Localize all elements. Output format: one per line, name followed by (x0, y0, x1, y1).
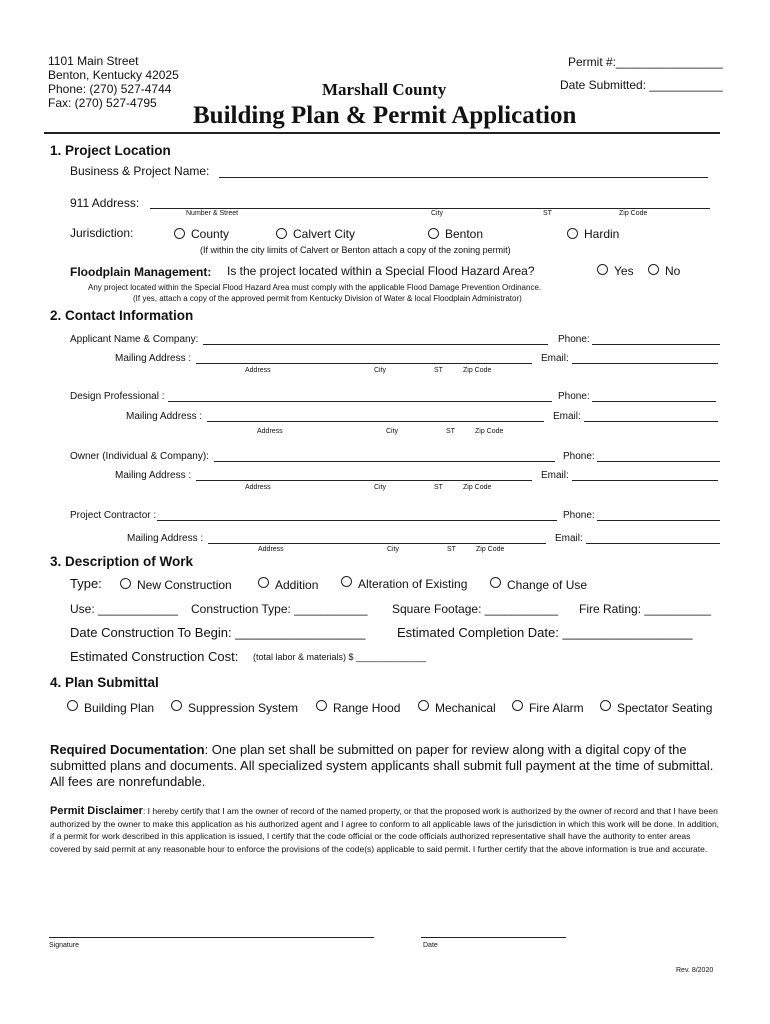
plan-mechanical-radio[interactable] (418, 700, 429, 711)
type-new-construction-label: New Construction (137, 578, 232, 592)
signature-label: Signature (49, 942, 79, 949)
address-sublabel-street: Number & Street (186, 210, 239, 217)
owner-label: Owner (Individual & Company): (70, 451, 209, 462)
designer-sub-address: Address (257, 428, 283, 435)
applicant-field[interactable] (203, 344, 548, 345)
use-field[interactable]: Use: ____________ (70, 602, 179, 616)
applicant-mailing-label: Mailing Address : (115, 353, 192, 364)
contractor-mailing-field[interactable] (208, 543, 546, 544)
contractor-phone-field[interactable] (597, 520, 720, 521)
owner-phone-field[interactable] (597, 461, 720, 462)
signature-field[interactable] (49, 937, 374, 938)
jurisdiction-hardin-label: Hardin (584, 227, 620, 241)
county-name: Marshall County (322, 80, 447, 99)
designer-phone-label: Phone: (558, 391, 590, 402)
type-alteration-radio[interactable] (341, 576, 352, 587)
completion-date-field[interactable]: Estimated Completion Date: __________________ (397, 625, 693, 640)
permit-number-field[interactable]: Permit #:________________ (568, 55, 723, 69)
designer-mailing-label: Mailing Address : (126, 411, 203, 422)
owner-sub-address: Address (245, 484, 271, 491)
type-addition-label: Addition (275, 578, 319, 592)
address-line-3: Phone: (270) 527-4744 (48, 82, 172, 96)
designer-mailing-field[interactable] (207, 421, 544, 422)
applicant-sub-address: Address (245, 367, 271, 374)
plan-building-radio[interactable] (67, 700, 78, 711)
contractor-phone-label: Phone: (563, 510, 595, 521)
address-field[interactable] (150, 208, 710, 209)
address-line-2: Benton, Kentucky 42025 (48, 68, 179, 82)
plan-suppression-radio[interactable] (171, 700, 182, 711)
applicant-phone-field[interactable] (592, 344, 720, 345)
address-line-1: 1101 Main Street (48, 54, 139, 68)
designer-label: Design Professional : (70, 391, 165, 402)
construction-type-field[interactable]: Construction Type: ___________ (191, 602, 368, 616)
owner-sub-city: City (374, 484, 387, 491)
contractor-email-label: Email: (555, 533, 583, 544)
jurisdiction-county-label: County (191, 227, 230, 241)
plan-building-label: Building Plan (84, 701, 155, 715)
contractor-sub-st: ST (447, 546, 456, 553)
contractor-field[interactable] (157, 520, 557, 521)
applicant-email-field[interactable] (572, 363, 718, 364)
designer-email-label: Email: (553, 411, 581, 422)
designer-phone-field[interactable] (592, 401, 716, 402)
date-submitted-field[interactable]: Date Submitted: ___________ (560, 78, 723, 92)
section-3-heading: 3. Description of Work (50, 554, 194, 569)
applicant-label: Applicant Name & Company: (70, 334, 199, 345)
header-rule (44, 132, 720, 134)
owner-sub-st: ST (434, 484, 443, 491)
owner-mailing-label: Mailing Address : (115, 470, 192, 481)
section-1-heading: 1. Project Location (50, 143, 171, 158)
plan-suppression-label: Suppression System (188, 701, 299, 715)
designer-sub-zip: Zip Code (475, 428, 504, 435)
floodplain-yes-radio[interactable] (597, 264, 608, 275)
applicant-email-label: Email: (541, 353, 569, 364)
jurisdiction-calvert-radio[interactable] (276, 228, 287, 239)
owner-phone-label: Phone: (563, 451, 595, 462)
plan-mechanical-label: Mechanical (435, 701, 496, 715)
flood-note-1: Any project located within the Special Flood Hazard Area must comply with the applicable Flood Damage Prevention Ordinance. (88, 283, 542, 292)
owner-email-label: Email: (541, 470, 569, 481)
fire-rating-field[interactable]: Fire Rating: __________ (579, 602, 712, 616)
applicant-phone-label: Phone: (558, 334, 590, 345)
type-label: Type: (70, 576, 102, 591)
contractor-sub-address: Address (258, 546, 284, 553)
applicant-sub-city: City (374, 367, 387, 374)
business-name-field[interactable] (219, 177, 708, 178)
address-line-4: Fax: (270) 527-4795 (48, 96, 157, 110)
type-change-of-use-radio[interactable] (490, 577, 501, 588)
flood-note-2: (If yes, attach a copy of the approved permit from Kentucky Division of Water & local Floodplain Administrator) (133, 294, 522, 303)
type-change-of-use-label: Change of Use (507, 578, 588, 592)
date-label: Date (423, 942, 438, 949)
plan-range-hood-label: Range Hood (333, 701, 401, 715)
plan-fire-alarm-radio[interactable] (512, 700, 523, 711)
owner-email-field[interactable] (572, 480, 718, 481)
date-begin-field[interactable]: Date Construction To Begin: __________________ (70, 625, 366, 640)
applicant-mailing-field[interactable] (196, 363, 532, 364)
revision-label: Rev. 8/2020 (676, 967, 714, 974)
required-text: : One plan set shall be submitted on paper for review along with a digital copy of the submitted plans and documents. All specialized system applicants shall submit full payment at the time of submittal. All fees are nonrefundable. (50, 742, 714, 789)
type-addition-radio[interactable] (258, 577, 269, 588)
plan-fire-alarm-label: Fire Alarm (529, 701, 584, 715)
contractor-email-field[interactable] (586, 543, 720, 544)
jurisdiction-county-radio[interactable] (174, 228, 185, 239)
section-2-heading: 2. Contact Information (50, 308, 194, 323)
designer-sub-city: City (386, 428, 399, 435)
owner-sub-zip: Zip Code (463, 484, 492, 491)
disclaimer-text: : I hereby certify that I am the owner of record of the named property, or that the proposed work is authorized by the owner of record and that I have been authorized by the owner to make this application as his authorized agent and I agree to conform to all applicable laws of the jurisdiction in which this work will be done. In addition, if a permit for work described in this application is issued, I certify that the code official or the code officials authorized representative shall have the authority to enter areas covered by said permit at any reasonable hour to enforce the provisions of the code(s) applicable to said permit. I further certify that the above information is true and accurate. (50, 806, 720, 854)
contractor-mailing-label: Mailing Address : (127, 533, 204, 544)
cost-label: Estimated Construction Cost: (70, 649, 239, 664)
applicant-sub-zip: Zip Code (463, 367, 492, 374)
plan-spectator-label: Spectator Seating (617, 701, 713, 715)
address-sublabel-st: ST (543, 210, 552, 217)
floodplain-question: Is the project located within a Special Flood Hazard Area? (227, 264, 535, 278)
contractor-sub-zip: Zip Code (476, 546, 505, 553)
owner-field[interactable] (214, 461, 555, 462)
cost-field[interactable]: (total labor & materials) $ ______________ (253, 652, 427, 662)
permit-disclaimer (50, 805, 720, 855)
applicant-sub-st: ST (434, 367, 443, 374)
type-new-construction-radio[interactable] (120, 578, 131, 589)
designer-email-field[interactable] (584, 421, 718, 422)
disclaimer-label: Permit Disclaimer (50, 805, 143, 817)
date-field[interactable] (421, 937, 566, 938)
plan-spectator-radio[interactable] (600, 700, 611, 711)
type-alteration-label: Alteration of Existing (358, 577, 468, 591)
jurisdiction-label: Jurisdiction: (70, 226, 134, 240)
jurisdiction-calvert-label: Calvert City (293, 227, 356, 241)
designer-field[interactable] (168, 401, 552, 402)
section-4-heading: 4. Plan Submittal (50, 675, 159, 690)
designer-sub-st: ST (446, 428, 455, 435)
jurisdiction-benton-label: Benton (445, 227, 484, 241)
address-label: 911 Address: (70, 196, 140, 210)
required-documentation (50, 742, 720, 790)
jurisdiction-hardin-radio[interactable] (567, 228, 578, 239)
owner-mailing-field[interactable] (196, 480, 532, 481)
floodplain-label: Floodplain Management: (70, 265, 212, 279)
business-name-label: Business & Project Name: (70, 164, 210, 178)
jurisdiction-benton-radio[interactable] (428, 228, 439, 239)
floodplain-no-label: No (665, 264, 681, 278)
address-sublabel-zip: Zip Code (619, 210, 648, 217)
contractor-sub-city: City (387, 546, 400, 553)
floodplain-yes-label: Yes (614, 264, 634, 278)
square-footage-field[interactable]: Square Footage: ___________ (392, 602, 559, 616)
required-label: Required Documentation (50, 742, 205, 757)
page-title: Building Plan & Permit Application (193, 102, 577, 129)
address-sublabel-city: City (431, 210, 444, 217)
plan-range-hood-radio[interactable] (316, 700, 327, 711)
jurisdiction-note: (If within the city limits of Calvert or Benton attach a copy of the zoning permit) (200, 245, 511, 255)
contractor-label: Project Contractor : (70, 510, 157, 521)
floodplain-no-radio[interactable] (648, 264, 659, 275)
